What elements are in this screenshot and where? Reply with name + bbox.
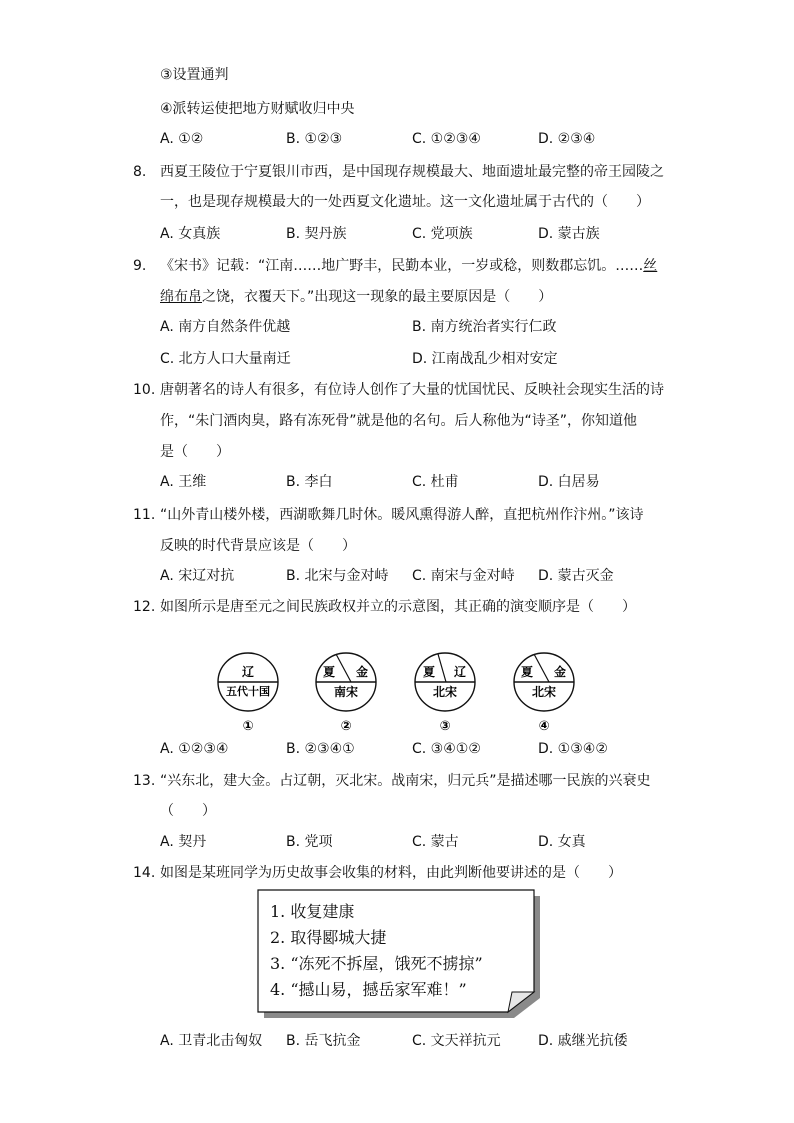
q11-option-c: C. 南宋与金对峙 xyxy=(412,568,515,584)
q13-text-line-1: “兴东北，建大金。占辽朝，灭北宋。战南宋，归元兵”是描述哪一民族的兴衰史 xyxy=(160,773,651,789)
q8-number: 8. xyxy=(133,164,147,180)
q12-option-a: A. ①②③④ xyxy=(160,741,229,757)
circle-1-top: 辽 xyxy=(241,665,255,679)
q9-underlined-text: 丝 xyxy=(643,258,658,274)
regime-circle-2 xyxy=(316,653,376,734)
q12-number: 12. xyxy=(133,599,156,615)
q13-number: 13. xyxy=(133,773,156,789)
q11-text-line-1: “山外青山楼外楼，西湖歌舞几时休。暖风熏得游人醉，直把杭州作汴州。”该诗 xyxy=(160,507,644,523)
q9-underlined-text: 绵布帛 xyxy=(160,289,202,305)
regime-circle-4 xyxy=(514,653,574,734)
q13-option-d: D. 女真 xyxy=(538,834,586,850)
q10-option-d: D. 白居易 xyxy=(538,474,600,490)
circle-3-bottom: 北宋 xyxy=(432,685,458,699)
q12-option-c: C. ③④①② xyxy=(412,741,481,757)
q12-option-b: B. ②③④① xyxy=(286,741,355,757)
q9-text-line-1: 《宋书》记载：“江南……地广野丰，民勤本业，一岁或稔，则数郡忘饥。……丝 xyxy=(160,258,658,274)
q11-number: 11. xyxy=(133,507,156,523)
q10-option-a: A. 王维 xyxy=(160,474,207,490)
q14-number: 14. xyxy=(133,865,156,881)
circle-3-top-right: 辽 xyxy=(453,665,467,679)
q10-text-line-2: 作，“朱门酒肉臭，路有冻死骨”就是他的名句。后人称他为“诗圣”，你知道他 xyxy=(160,413,638,429)
q9-option-d: D. 江南战乱少相对安定 xyxy=(412,351,558,367)
circle-4-top-right: 金 xyxy=(553,665,567,679)
q14-option-c: C. 文天祥抗元 xyxy=(412,1033,501,1049)
q13-text-line-2: （ ） xyxy=(160,803,216,819)
q7-item-3: ③设置通判 xyxy=(160,67,229,83)
note-item-4: 4. “撼山易，撼岳家军难！” xyxy=(270,980,467,999)
q14-option-b: B. 岳飞抗金 xyxy=(286,1033,361,1049)
circle-1-label: ① xyxy=(242,719,254,734)
q13-option-b: B. 党项 xyxy=(286,834,333,850)
q8-text-line-1: 西夏王陵位于宁夏银川市西，是中国现存规模最大、地面遗址最完整的帝王园陵之 xyxy=(160,164,664,180)
q7-option-c: C. ①②③④ xyxy=(412,131,481,147)
q9-number: 9. xyxy=(133,258,147,274)
q8-option-d: D. 蒙古族 xyxy=(538,226,600,242)
circle-2-label: ② xyxy=(340,719,352,734)
q9-option-c: C. 北方人口大量南迁 xyxy=(160,351,291,367)
q11-option-a: A. 宋辽对抗 xyxy=(160,568,235,584)
q8-option-c: C. 党项族 xyxy=(412,226,473,242)
q11-option-d: D. 蒙古灭金 xyxy=(538,568,614,584)
q7-option-a: A. ①② xyxy=(160,131,204,147)
q14-option-d: D. 戚继光抗倭 xyxy=(538,1033,628,1049)
note-item-1: 1. 收复建康 xyxy=(270,902,355,921)
q13-option-a: A. 契丹 xyxy=(160,834,207,850)
q7-item-4: ④派转运使把地方财赋收归中央 xyxy=(160,101,355,117)
q12-text-line-1: 如图所示是唐至元之间民族政权并立的示意图，其正确的演变顺序是（ ） xyxy=(160,599,636,615)
q7-option-d: D. ②③④ xyxy=(538,131,596,147)
circle-4-label: ④ xyxy=(538,719,550,734)
q13-option-c: C. 蒙古 xyxy=(412,834,459,850)
note-item-3: 3. “冻死不拆屋，饿死不掳掠” xyxy=(270,954,483,973)
q9-text-line-2: 绵布帛之饶，衣覆天下。”出现这一现象的最主要原因是（ ） xyxy=(160,289,553,305)
circle-2-top-left: 夏 xyxy=(322,665,336,679)
q7-option-b: B. ①②③ xyxy=(286,131,343,147)
circle-4-top-left: 夏 xyxy=(520,665,534,679)
q9-option-a: A. 南方自然条件优越 xyxy=(160,319,291,335)
q14-text-line-1: 如图是某班同学为历史故事会收集的材料，由此判断他要讲述的是（ ） xyxy=(160,865,622,881)
q9-option-b: B. 南方统治者实行仁政 xyxy=(412,319,557,335)
circle-4-bottom: 北宋 xyxy=(531,685,557,699)
q8-option-a: A. 女真族 xyxy=(160,226,221,242)
q11-option-b: B. 北宋与金对峙 xyxy=(286,568,389,584)
q8-text-line-2: 一，也是现存规模最大的一处西夏文化遗址。这一文化遗址属于古代的（ ） xyxy=(160,194,650,210)
q10-text-line-3: 是（ ） xyxy=(160,444,230,460)
q10-option-c: C. 杜甫 xyxy=(412,474,459,490)
q12-option-d: D. ①③④② xyxy=(538,741,608,757)
circle-3-top-left: 夏 xyxy=(422,665,436,679)
q14-option-a: A. 卫青北击匈奴 xyxy=(160,1033,263,1049)
circle-1-bottom: 五代十国 xyxy=(226,685,270,698)
regime-circle-1 xyxy=(218,653,278,734)
q11-text-line-2: 反映的时代背景应该是（ ） xyxy=(160,538,356,554)
circle-2-top-right: 金 xyxy=(355,665,369,679)
note-item-2: 2. 取得郾城大捷 xyxy=(270,928,387,947)
q10-number: 10. xyxy=(133,382,156,398)
circle-2-bottom: 南宋 xyxy=(333,685,359,699)
regimes-diagram xyxy=(210,650,590,740)
q10-option-b: B. 李白 xyxy=(286,474,333,490)
q10-text-line-1: 唐朝著名的诗人有很多，有位诗人创作了大量的忧国忧民、反映社会现实生活的诗 xyxy=(160,382,664,398)
regime-circle-3 xyxy=(415,653,475,734)
circle-3-label: ③ xyxy=(439,719,451,734)
q8-option-b: B. 契丹族 xyxy=(286,226,347,242)
